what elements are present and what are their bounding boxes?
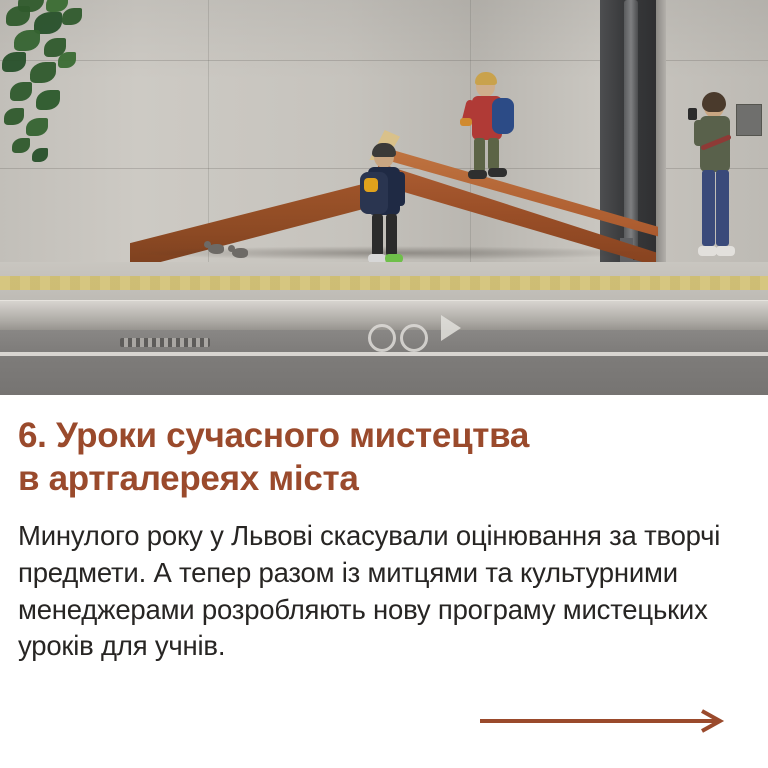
hair xyxy=(702,92,726,112)
held-object xyxy=(460,118,472,126)
headline-line-1: 6. Уроки сучасного мистецтва xyxy=(18,416,530,455)
phone xyxy=(688,108,697,120)
next-arrow-icon[interactable] xyxy=(476,708,736,734)
backpack-patch xyxy=(364,178,378,192)
road-arrow-marking xyxy=(441,315,461,341)
shoe xyxy=(468,170,487,179)
leg xyxy=(474,138,485,172)
shoe xyxy=(716,246,735,256)
leg xyxy=(716,170,729,246)
leg xyxy=(702,170,715,246)
hair xyxy=(372,143,396,157)
leg xyxy=(488,138,499,170)
pigeon xyxy=(208,244,224,254)
hair xyxy=(475,72,497,85)
leg xyxy=(372,214,383,256)
road-line xyxy=(0,352,768,356)
body-paragraph: Минулого року у Львові скасували оцінювання за творчі предмети. А тепер разом із митцями та культурними менеджерами розробляють нову програму мистецьких уроків для учнів. xyxy=(18,520,721,662)
ivy-vine-icon xyxy=(0,0,120,175)
arm xyxy=(694,120,704,146)
backpack xyxy=(492,98,514,134)
leg xyxy=(386,214,397,256)
page-title xyxy=(0,395,768,500)
arm xyxy=(396,172,405,206)
pigeon xyxy=(232,248,248,258)
headline-line-2: в артгалереях міста xyxy=(18,458,359,498)
boy-with-backpack xyxy=(352,146,412,268)
bicycle-lane-marking xyxy=(368,322,428,348)
boy-climbing-sculpture xyxy=(462,76,534,186)
shoe xyxy=(698,246,717,256)
shoe xyxy=(488,168,507,177)
woman-taking-photo xyxy=(692,96,740,272)
tactile-paving xyxy=(0,276,768,290)
text-area xyxy=(0,395,768,768)
drain-grate xyxy=(120,338,210,347)
next-slide-row xyxy=(0,708,768,734)
